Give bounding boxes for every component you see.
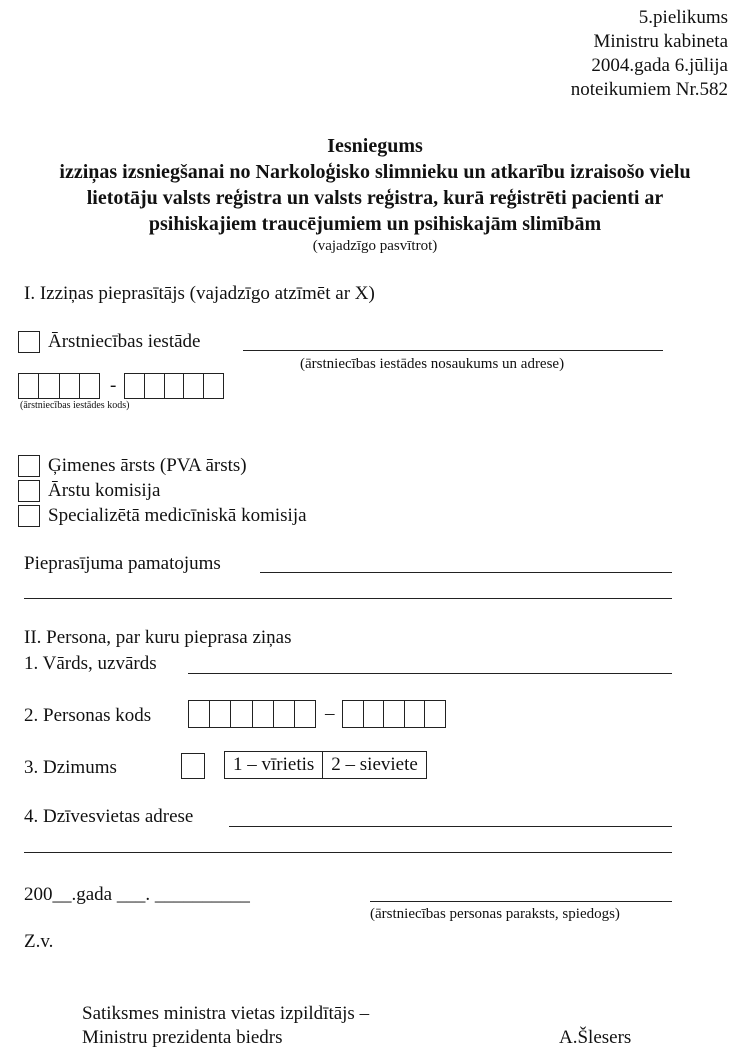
gender-input-box[interactable] — [181, 753, 205, 779]
justification-field[interactable] — [260, 572, 672, 573]
document-title — [0, 133, 750, 237]
official-title-2: Ministru prezidenta biedrs — [82, 1027, 283, 1048]
institution-code-part2[interactable] — [124, 373, 224, 399]
address-field-line2[interactable] — [24, 852, 672, 853]
family-doctor-label: Ģimenes ārsts (PVA ārsts) — [48, 455, 247, 476]
gender-option-female: 2 – sieviete — [331, 754, 418, 775]
appendix-issuer: Ministru kabineta — [593, 31, 728, 52]
personal-code-label: 2. Personas kods — [24, 705, 152, 726]
appendix-regulation: noteikumiem Nr.582 — [570, 79, 728, 100]
institution-code-part1[interactable] — [18, 373, 100, 399]
address-label: 4. Dzīvesvietas adrese — [24, 806, 194, 827]
special-commission-label: Specializētā medicīniskā komisija — [48, 505, 307, 526]
official-name: A.Šlesers — [559, 1027, 632, 1048]
title-line-3: lietotāju valsts reģistra un valsts reģistra, kurā reģistrēti pacienti ar — [86, 187, 664, 209]
title-line-4: psihiskajiem traucējumiem un psihiskajām slimībām — [148, 213, 602, 235]
name-label: 1. Vārds, uzvārds — [24, 653, 157, 674]
code-dash: - — [110, 375, 117, 396]
signature-caption: (ārstniecības personas paraksts, spiedogs) — [370, 906, 620, 922]
address-field[interactable] — [229, 826, 672, 827]
special-commission-checkbox[interactable] — [18, 505, 40, 527]
justification-field-line2[interactable] — [24, 598, 672, 599]
stamp-label: Z.v. — [24, 931, 54, 952]
gender-label: 3. Dzimums — [24, 757, 117, 778]
title-note: (vajadzīgo pasvītrot) — [312, 238, 438, 254]
appendix-date: 2004.gada 6.jūlija — [591, 55, 728, 76]
doctors-commission-label: Ārstu komisija — [48, 480, 161, 501]
institution-caption: (ārstniecības iestādes nosaukums un adrese) — [300, 356, 565, 372]
section2-heading: II. Persona, par kuru pieprasa ziņas — [24, 627, 292, 648]
official-title-1: Satiksmes ministra vietas izpildītājs – — [82, 1003, 370, 1024]
code-caption: (ārstniecības iestādes kods) — [20, 400, 130, 411]
institution-label: Ārstniecības iestāde — [48, 331, 201, 352]
family-doctor-checkbox[interactable] — [18, 455, 40, 477]
date-line[interactable]: 200__.gada ___. __________ — [24, 884, 250, 905]
personal-code-part2[interactable] — [342, 700, 446, 728]
section1-heading: I. Izziņas pieprasītājs (vajadzīgo atzīmēt ar X) — [24, 283, 375, 304]
appendix-number: 5.pielikums — [638, 7, 728, 28]
doctors-commission-checkbox[interactable] — [18, 480, 40, 502]
title-line-2: izziņas izsniegšanai no Narkoloģisko slimnieku un atkarību izraisošo vielu — [59, 161, 691, 183]
institution-checkbox[interactable] — [18, 331, 40, 353]
personal-code-dash: – — [325, 703, 335, 724]
gender-option-male: 1 – vīrietis — [225, 752, 323, 778]
gender-options — [224, 751, 427, 779]
title-line-1: Iesniegums — [327, 135, 423, 157]
appendix-header — [571, 6, 728, 102]
signature-field[interactable] — [370, 901, 672, 902]
institution-name-field[interactable] — [243, 350, 663, 351]
name-field[interactable] — [188, 673, 672, 674]
personal-code-part1[interactable] — [188, 700, 316, 728]
justification-label: Pieprasījuma pamatojums — [24, 553, 221, 574]
